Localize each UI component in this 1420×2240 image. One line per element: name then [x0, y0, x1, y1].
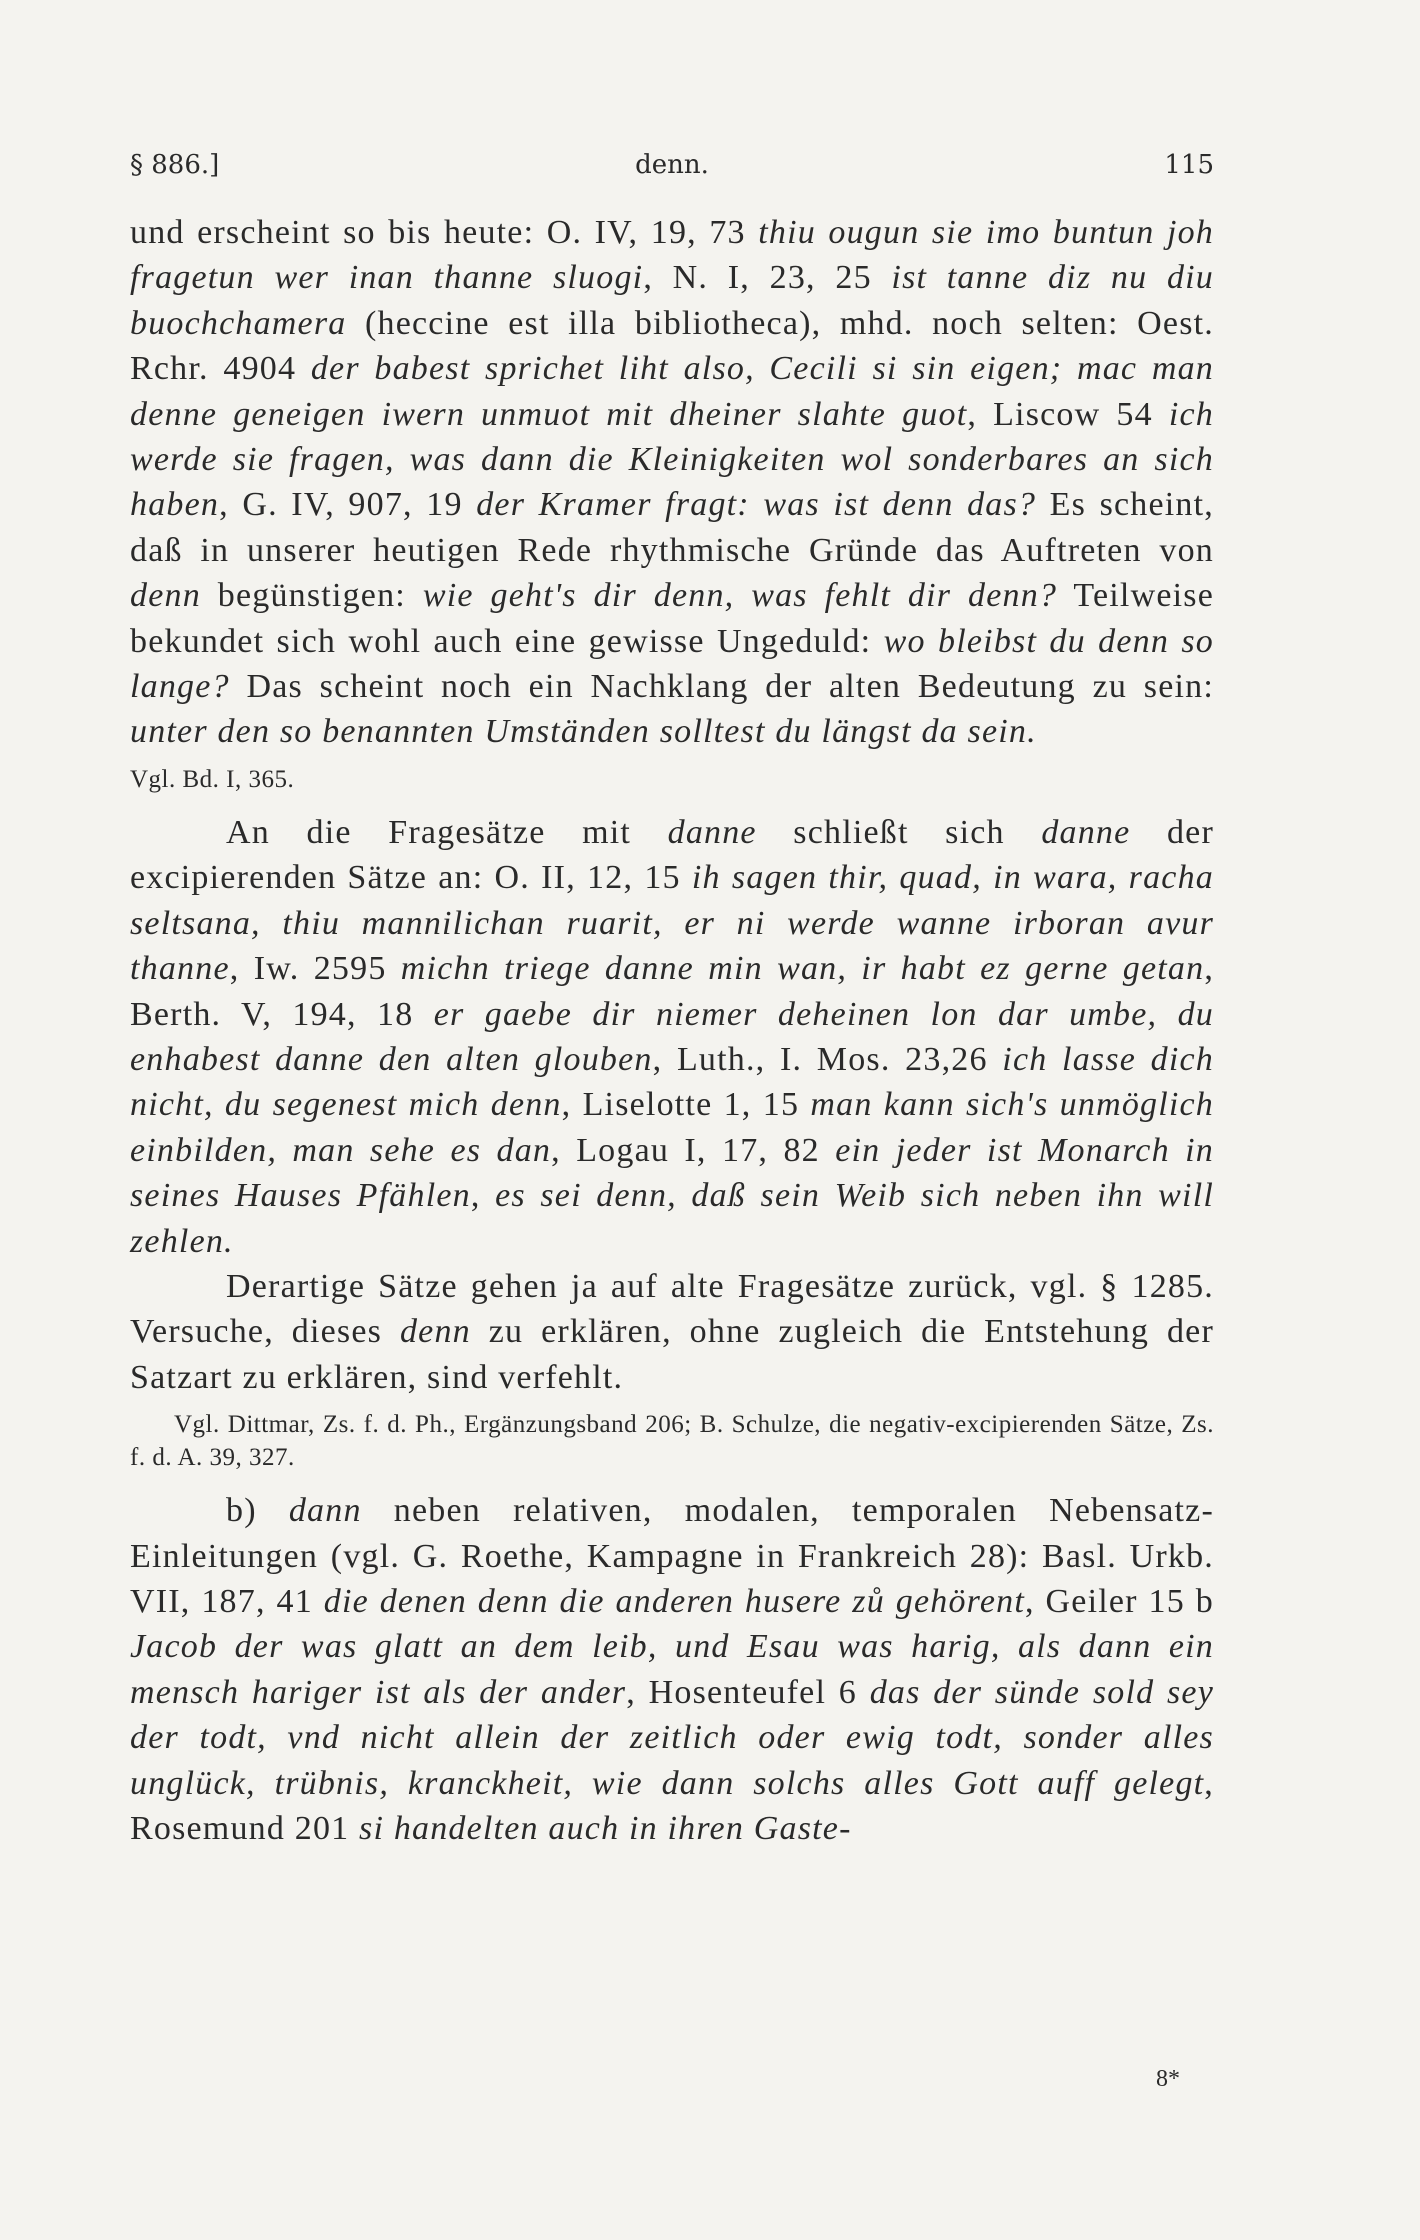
text-run: b)	[226, 1492, 289, 1530]
quoted-citation: denn	[399, 1313, 471, 1351]
footnote-paragraph	[130, 1408, 1214, 1474]
text-run: , N. I, 23, 25	[643, 259, 892, 297]
text-run: ,	[470, 1177, 496, 1215]
quoted-citation: er gaebe dir niemer deheinen lon dar umbe, du enhabest danne den alten glouben	[130, 995, 1214, 1078]
signature-mark: 8*	[1156, 2066, 1180, 2092]
text-run: Das scheint noch ein Nachklang der alten Bedeutung zu sein:	[229, 668, 1214, 706]
text-run: , Rosemund 201	[130, 1764, 1214, 1847]
quoted-citation: denn	[130, 577, 201, 615]
text-run: schließt sich	[756, 813, 1042, 851]
text-run: neben relativen, modalen, temporalen Nebensatz-Einleitungen (vgl. G. Roethe, Kampagne in Frankreich 28): Basl. Urkb. VII, 187, 41	[130, 1492, 1214, 1620]
quoted-citation: dann	[288, 1492, 362, 1530]
text-run: , G. IV, 907, 19	[219, 486, 477, 524]
body-text	[130, 210, 1214, 1851]
quoted-citation: unter den so benannten Umständen solltest du längst da sein.	[130, 713, 1037, 751]
text-paragraph	[130, 810, 1214, 1264]
quoted-citation: die denen denn die anderen husere zů gehörent	[323, 1582, 1025, 1620]
quoted-citation: danne	[1041, 813, 1131, 851]
quoted-citation: der Kramer fragt: was ist denn das?	[476, 486, 1037, 524]
text-run: Es scheint, daß in unserer heutigen Rede rhythmische Gründe das Auftreten von	[130, 486, 1214, 569]
text-paragraph	[130, 1264, 1214, 1400]
text-paragraph	[130, 210, 1214, 755]
text-run: Derartige Sätze gehen ja auf alte Fragesätze zurück, vgl. § 1285. Versuche, dieses	[130, 1267, 1214, 1351]
quoted-citation: Jacob der was glatt an dem leib, und Esau was harig, als dann ein mensch hariger ist als der ander	[130, 1628, 1214, 1711]
text-run: zu erklären, ohne zugleich die Entstehung der Satzart zu erklären, sind verfehlt.	[130, 1313, 1214, 1396]
quoted-citation: danne	[667, 813, 757, 851]
page-number: 115	[1164, 150, 1214, 180]
text-run: Vgl. Bd. I, 365.	[130, 765, 295, 793]
text-run: der excipierenden Sätze an: O. II, 12, 15	[130, 813, 1214, 897]
quoted-citation: wie geht's dir denn, was fehlt dir denn?	[422, 577, 1058, 615]
text-run: , Luth., I. Mos. 23,26	[652, 1040, 1003, 1078]
quoted-citation: das der sünde sold sey der todt, vnd nicht allein der zeitlich oder ewig todt, sonder alles unglück, trübnis, kranckheit, wie dann solchs alles Gott auff gelegt	[130, 1673, 1214, 1802]
text-run: begünstigen:	[200, 577, 423, 615]
quoted-citation: michn triege danne min wan, ir habt ez gerne getan	[400, 950, 1205, 988]
text-run: Teilweise bekundet sich wohl auch eine gewisse Ungeduld:	[130, 577, 1214, 660]
text-run: (heccine est illa bibliotheca), mhd. noch selten: Oest. Rchr. 4904	[130, 304, 1214, 388]
text-run: , Iw. 2595	[229, 950, 401, 988]
quoted-citation: es sei denn, daß sein Weib sich neben ihn will zehlen.	[130, 1177, 1214, 1260]
quoted-citation: ein jeder ist Monarch in seines Hauses Pfählen	[130, 1131, 1214, 1215]
text-run: An die Fragesätze mit	[226, 813, 668, 851]
text-run: , Liselotte 1, 15	[561, 1086, 811, 1124]
section-reference: § 886.]	[130, 150, 220, 180]
text-run: , Liscow 54	[967, 395, 1169, 433]
quoted-citation: ich werde sie fragen, was dann die Kleinigkeiten wol sonderbares an sich haben	[130, 395, 1214, 524]
text-paragraph	[130, 1488, 1214, 1851]
quoted-citation: wo bleibst du denn so lange?	[130, 622, 1214, 706]
quoted-citation: ist tanne diz nu diu buochchamera	[130, 259, 1214, 342]
quoted-citation: man kann sich's unmöglich einbilden, man sehe es dan	[130, 1086, 1214, 1169]
text-run: Vgl. Dittmar, Zs. f. d. Ph., Ergänzungsband 206; B. Schulze, die negativ-excipierenden Sätze, Zs. f. d. A. 39, 327.	[130, 1411, 1214, 1472]
quoted-citation: thiu ougun sie imo buntun joh fragetun wer inan thanne sluogi	[130, 214, 1214, 297]
text-run: , Geiler 15 b	[1025, 1582, 1214, 1620]
quoted-citation: si handelten auch in ihren Gaste-	[359, 1810, 852, 1847]
text-run: , Hosenteufel 6	[626, 1673, 870, 1711]
quoted-citation: ich lasse dich nicht, du segenest mich denn	[130, 1040, 1214, 1124]
text-run: , Logau I, 17, 82	[551, 1131, 836, 1169]
text-run: und erscheint so bis heute: O. IV, 19, 73	[130, 214, 759, 251]
text-run: , Berth. V, 194, 18	[130, 950, 1215, 1033]
quoted-citation: der babest sprichet liht also, Cecili si sin eigen; mac man denne geneigen iwern unmuot mit dheiner slahte guot	[130, 350, 1214, 433]
quoted-citation: ih sagen thir, quad, in wara, racha seltsana, thiu mannilichan ruarit, er ni werde wanne irboran avur thanne	[130, 859, 1214, 988]
footnote-paragraph	[130, 763, 1214, 796]
running-header	[130, 140, 1214, 180]
running-title: denn.	[635, 150, 709, 180]
